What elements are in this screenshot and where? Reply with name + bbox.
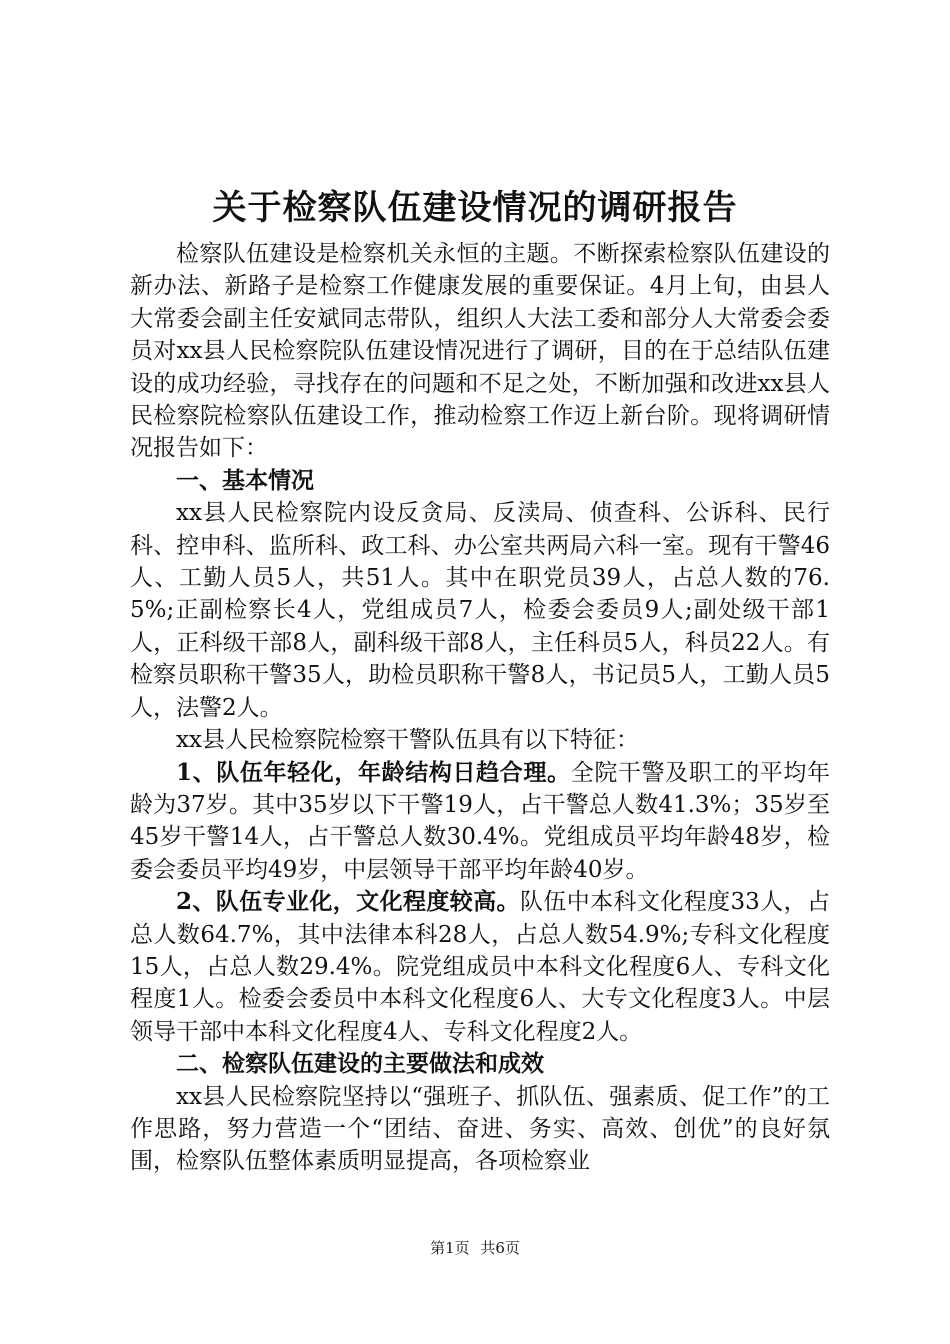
feature-2-paragraph xyxy=(130,886,830,1048)
section-heading-basic: 一、基本情况 xyxy=(176,466,314,494)
basic-info-paragraph: xx县人民检察院内设反贪局、反渎局、侦查科、公诉科、民行科、控申科、监所科、政工科、办公室共两局六科一室。现有干警46人、工勤人员5人，共51人。其中在职党员39人，占总人数的76.5%;正副检察长4人，党组成员7人，检委会委员9人;副处级干部1人，正科级干部8人，副科级干部8人，主任科员5人，科员22人。有检察员职称干警35人，助检员职称干警8人，书记员5人，工勤人员5人，法警2人。 xyxy=(130,500,830,721)
page-total: 共6页 xyxy=(480,1239,520,1257)
intro-paragraph: 检察队伍建设是检察机关永恒的主题。不断探索检察队伍建设的新办法、新路子是检察工作健康发展的重要保证。4月上旬，由县人大常委会副主任安斌同志带队，组织人大法工委和部分人大常委会委员对xx县人民检察院队伍建设情况进行了调研，目的在于总结队伍建设的成功经验，寻找存在的问题和不足之处，不断加强和改进xx县人民检察院检察队伍建设工作，推动检察工作迈上新台阶。现将调研情况报告如下： xyxy=(130,241,830,462)
feature-2-lead: 2、队伍专业化，文化程度较高。 xyxy=(176,888,520,916)
feature-2-text: 队伍中本科文化程度33人，占总人数64.7%，其中法律本科28人，占总人数54.9%;专科文化程度15人，占总人数29.4%。院党组成员中本科文化程度6人、专科文化程度1人。检委会委员中本科文化程度6人、大专文化程度3人。中层领导干部中本科文化程度4人、专科文化程度2人。 xyxy=(130,889,830,1045)
section-heading-practices: 二、检察队伍建设的主要做法和成效 xyxy=(176,1050,544,1078)
page-number: 第1页 xyxy=(430,1239,470,1257)
document-title: 关于检察队伍建设情况的调研报告 xyxy=(212,188,738,228)
feature-1-text: 全院干警及职工的平均年龄为37岁。其中35岁以下干警19人，占干警总人数41.3%；35岁至45岁干警14人，占干警总人数30.4%。党组成员平均年龄48岁，检委会委员平均49岁，中层领导干部平均年龄40岁。 xyxy=(130,759,830,883)
feature-1-lead: 1、队伍年轻化，年龄结构日趋合理。 xyxy=(176,758,571,786)
practices-paragraph: xx县人民检察院坚持以“强班子、抓队伍、强素质、促工作”的工作思路，努力营造一个“团结、奋进、务实、高效、创优”的良好氛围，检察队伍整体素质明显提高，各项检察业 xyxy=(130,1083,830,1175)
feature-1-paragraph xyxy=(130,757,830,887)
features-intro-paragraph: xx县人民检察院检察干警队伍具有以下特征： xyxy=(176,727,639,754)
document-body xyxy=(130,238,830,1178)
page-footer xyxy=(0,1238,950,1258)
